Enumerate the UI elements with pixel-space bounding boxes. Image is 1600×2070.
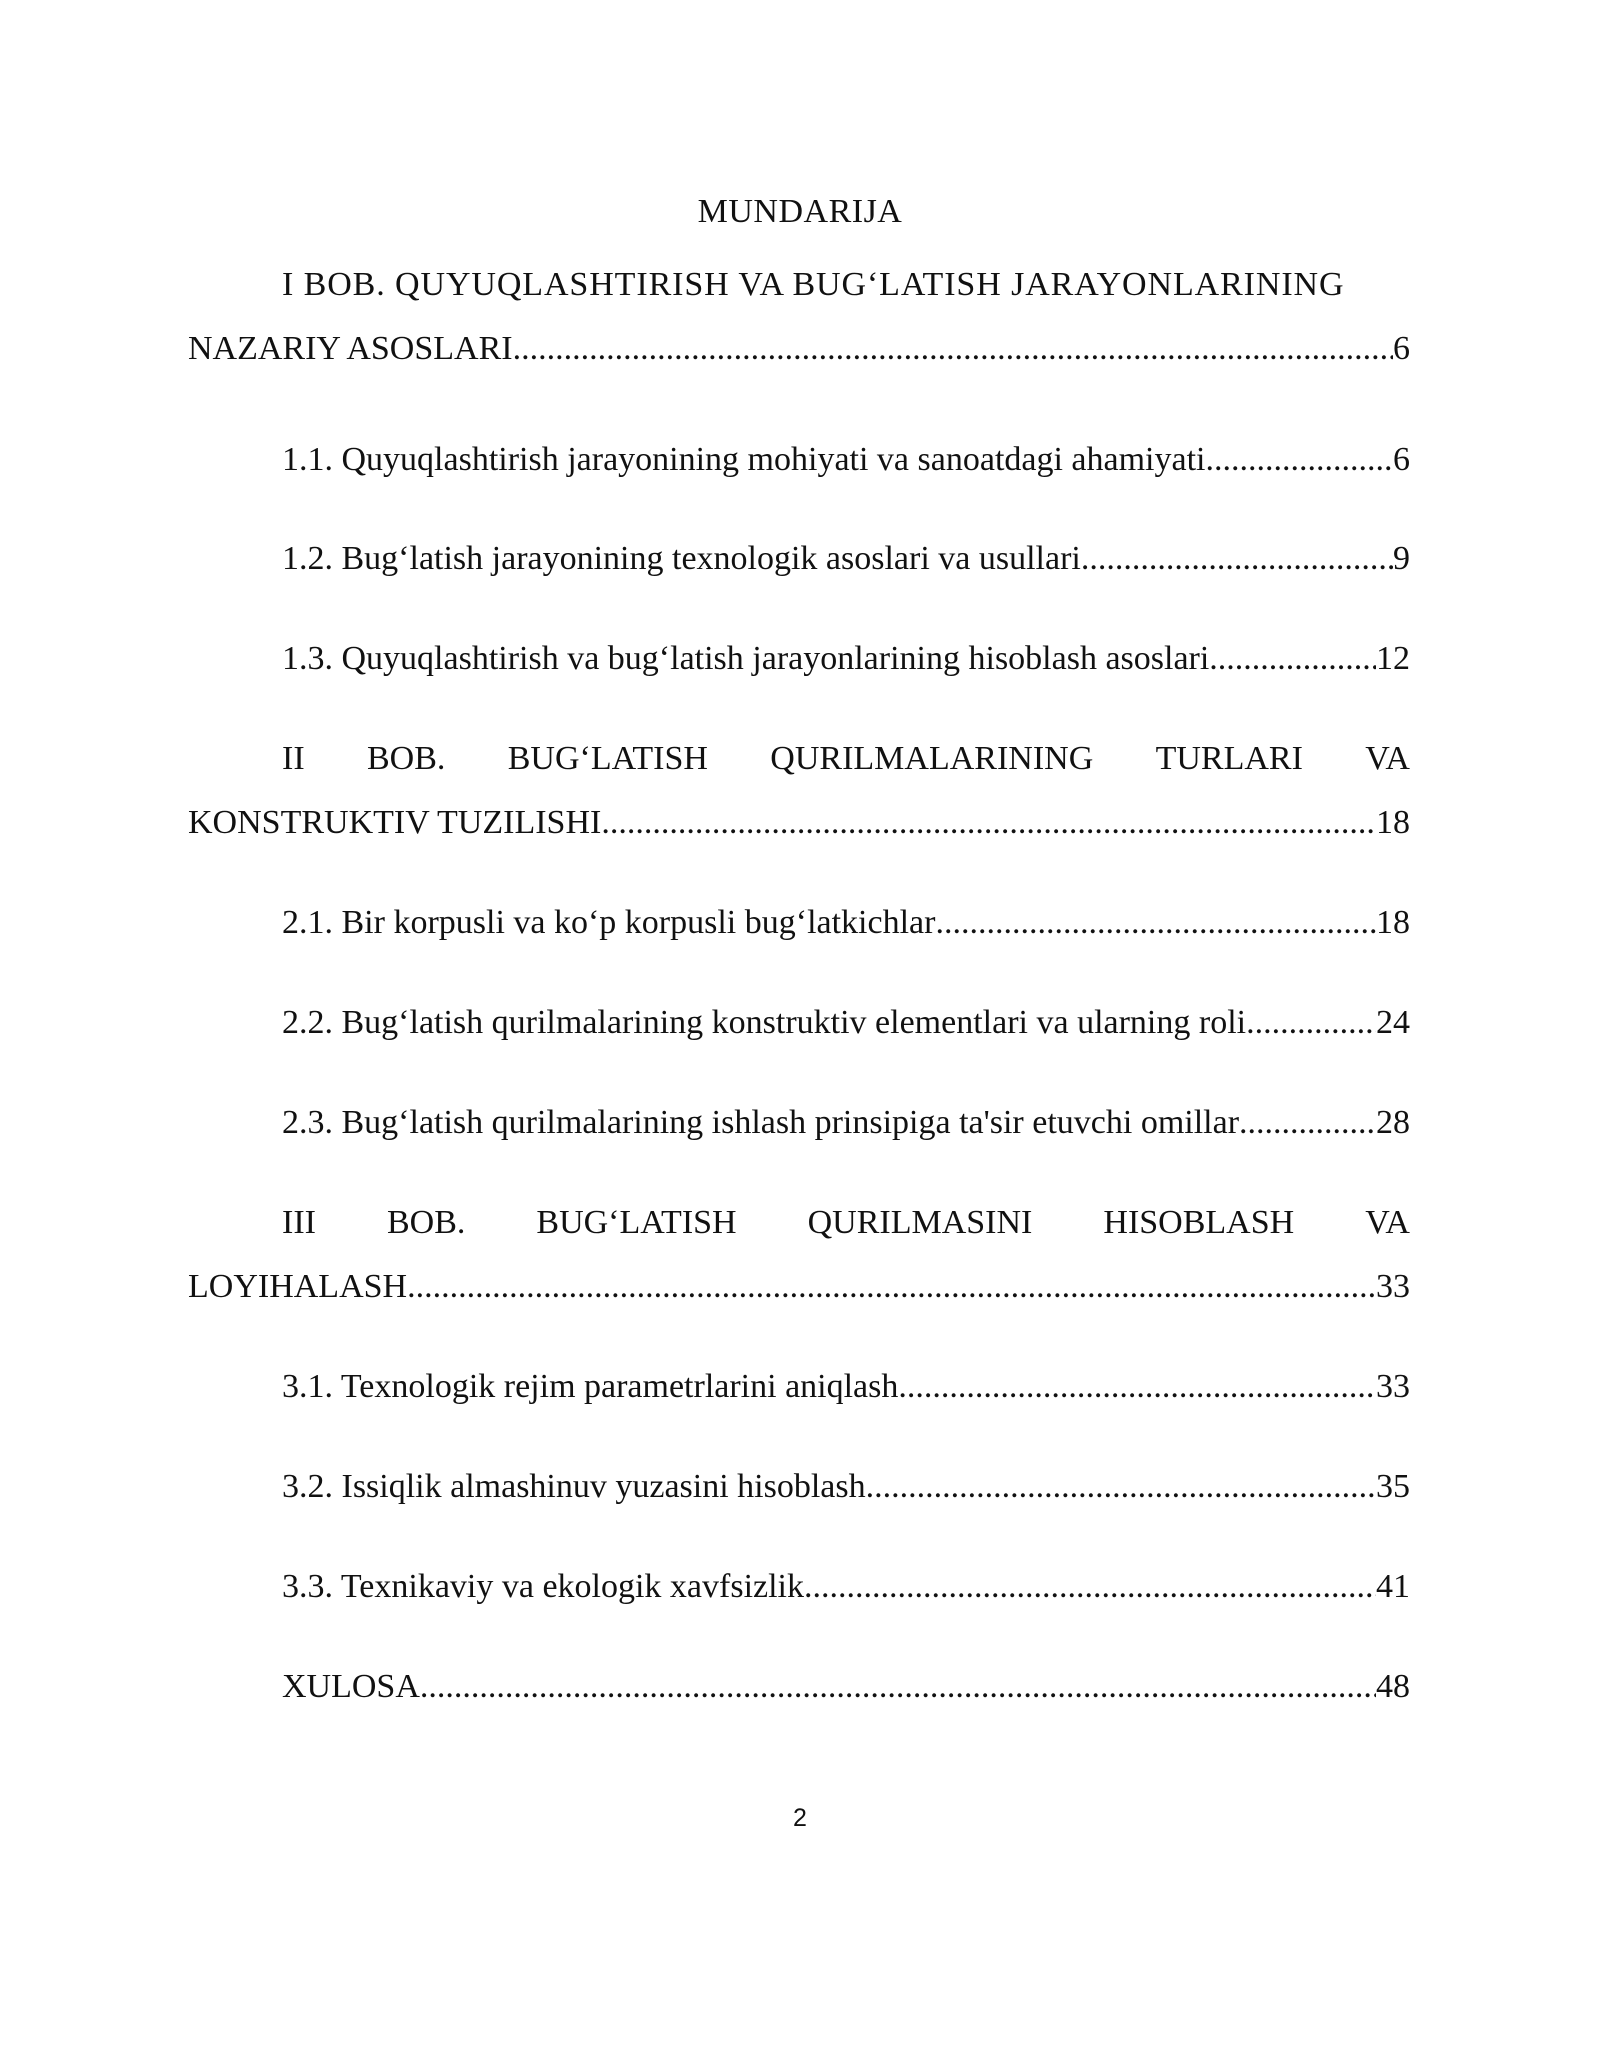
toc-page-number: 24 bbox=[1376, 1004, 1410, 1041]
toc-section-2-3[interactable] bbox=[188, 1104, 1410, 1168]
toc-page-number: 6 bbox=[1393, 330, 1410, 367]
toc-page-number: 18 bbox=[1376, 904, 1410, 941]
toc-chapter-3-word: III bbox=[282, 1204, 316, 1241]
leader-dots bbox=[420, 1668, 1376, 1706]
leader-dots bbox=[513, 330, 1393, 368]
toc-page-number: 48 bbox=[1376, 1668, 1410, 1705]
leader-dots bbox=[1209, 640, 1376, 678]
leader-dots bbox=[898, 1368, 1376, 1406]
toc-conclusion[interactable] bbox=[188, 1668, 1410, 1732]
toc-chapter-2-word: QURILMALARINING bbox=[770, 740, 1094, 777]
toc-page-number: 33 bbox=[1376, 1368, 1410, 1405]
toc-chapter-2[interactable] bbox=[188, 740, 1410, 868]
leader-dots bbox=[866, 1468, 1376, 1506]
toc-section-3-2[interactable] bbox=[188, 1468, 1410, 1532]
toc-page-number: 28 bbox=[1376, 1104, 1410, 1141]
toc-chapter-1-title-line2: NAZARIY ASOSLARI bbox=[188, 330, 513, 367]
toc-page-number: 6 bbox=[1393, 441, 1410, 478]
toc-section-1-1[interactable] bbox=[188, 441, 1410, 505]
toc-section-label: 2.3. Bug‘latish qurilmalarining ishlash prinsipiga ta'sir etuvchi omillar bbox=[282, 1104, 1240, 1141]
toc-chapter-3-word: HISOBLASH bbox=[1103, 1204, 1295, 1241]
toc-page-number: 18 bbox=[1376, 804, 1410, 841]
toc-section-1-3[interactable] bbox=[188, 640, 1410, 704]
toc-chapter-1[interactable] bbox=[188, 266, 1410, 394]
toc-chapter-3-word: VA bbox=[1365, 1204, 1410, 1241]
toc-chapter-2-word: BUG‘LATISH bbox=[507, 740, 708, 777]
toc-section-3-3[interactable] bbox=[188, 1568, 1410, 1632]
toc-section-2-2[interactable] bbox=[188, 1004, 1410, 1068]
toc-chapter-2-word: BOB. bbox=[366, 740, 446, 777]
toc-chapter-3[interactable] bbox=[188, 1204, 1410, 1332]
leader-dots bbox=[804, 1568, 1376, 1606]
toc-section-label: 2.1. Bir korpusli va ko‘p korpusli bug‘latkichlar bbox=[282, 904, 936, 941]
toc-chapter-3-title-line2: LOYIHALASH bbox=[188, 1268, 408, 1305]
toc-section-2-1[interactable] bbox=[188, 904, 1410, 968]
toc-section-label: 3.2. Issiqlik almashinuv yuzasini hisoblash bbox=[282, 1468, 866, 1505]
toc-section-label: 2.2. Bug‘latish qurilmalarining konstruktiv elementlari va ularning roli bbox=[282, 1004, 1247, 1041]
toc-section-label: 3.1. Texnologik rejim parametrlarini aniqlash bbox=[282, 1368, 899, 1405]
leader-dots bbox=[1246, 1004, 1376, 1042]
toc-chapter-2-word: VA bbox=[1365, 740, 1410, 777]
toc-section-label: 1.1. Quyuqlashtirish jarayonining mohiyati va sanoatdagi ahamiyati bbox=[282, 441, 1206, 478]
toc-chapter-3-word: BOB. bbox=[386, 1204, 466, 1241]
toc-section-1-2[interactable] bbox=[188, 540, 1410, 604]
leader-dots bbox=[1239, 1104, 1376, 1142]
leader-dots bbox=[1081, 540, 1393, 578]
toc-section-label: 1.2. Bug‘latish jarayonining texnologik asoslari va usullari bbox=[282, 540, 1081, 577]
toc-section-3-1[interactable] bbox=[188, 1368, 1410, 1432]
toc-page-number: 9 bbox=[1393, 540, 1410, 577]
footer-page-number: 2 bbox=[793, 1804, 807, 1832]
toc-section-label: 1.3. Quyuqlashtirish va bug‘latish jarayonlarining hisoblash asoslari bbox=[282, 640, 1210, 677]
toc-chapter-2-title-line2: KONSTRUKTIV TUZILISHI bbox=[188, 804, 602, 841]
toc-page-number: 12 bbox=[1376, 640, 1410, 677]
toc-chapter-2-word: II bbox=[282, 740, 305, 777]
toc-page-number: 41 bbox=[1376, 1568, 1410, 1605]
toc-section-label: XULOSA bbox=[282, 1668, 420, 1705]
toc-section-label: 3.3. Texnikaviy va ekologik xavfsizlik bbox=[282, 1568, 805, 1605]
leader-dots bbox=[1205, 441, 1393, 479]
leader-dots bbox=[407, 1268, 1376, 1306]
toc-chapter-1-title-line1: I BOB. QUYUQLASHTIRISH VA BUG‘LATISH JARAYONLARINING bbox=[282, 266, 1345, 303]
toc-chapter-3-word: QURILMASINI bbox=[807, 1204, 1033, 1241]
leader-dots bbox=[935, 904, 1376, 942]
page-title: MUNDARIJA bbox=[697, 193, 903, 230]
toc-chapter-3-word: BUG‘LATISH bbox=[536, 1204, 737, 1241]
toc-chapter-2-word: TURLARI bbox=[1155, 740, 1303, 777]
toc-page-number: 35 bbox=[1376, 1468, 1410, 1505]
leader-dots bbox=[601, 804, 1376, 842]
toc-page-number: 33 bbox=[1376, 1268, 1410, 1305]
